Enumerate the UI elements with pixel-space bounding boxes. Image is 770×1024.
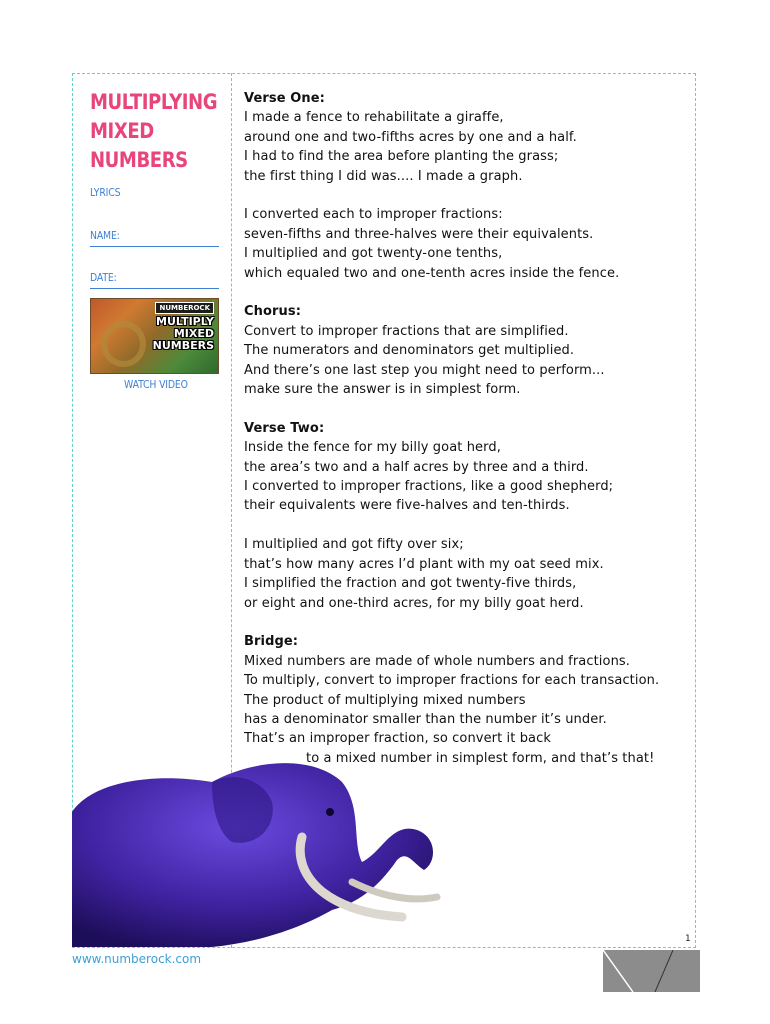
lyric-line: make sure the answer is in simplest form. — [244, 382, 521, 398]
road-graphic — [101, 321, 146, 367]
thumbnail-brand: NUMBEROCK — [155, 302, 214, 314]
thumbnail-title-line: MULTIPLY — [156, 315, 214, 328]
lyrics-body — [244, 89, 684, 788]
lyric-line: Inside the fence for my billy goat herd, — [244, 440, 501, 456]
watch-video-link[interactable]: WATCH VIDEO — [124, 378, 188, 391]
stanza-verse-two-b — [244, 535, 684, 613]
lyric-line: The numerators and denominators get multiplied. — [244, 343, 575, 359]
date-label: DATE: — [90, 271, 117, 284]
title-line: MIXED — [90, 119, 154, 143]
page-number: 1 — [685, 934, 691, 944]
worksheet-title — [90, 88, 218, 175]
lyric-line: to a mixed number in simplest form, and that’s that! — [306, 750, 655, 766]
website-link[interactable]: www.numberock.com — [72, 952, 202, 966]
elephant-illustration — [62, 752, 452, 952]
lyrics-label: LYRICS — [90, 186, 121, 199]
lyric-line: I converted each to improper fractions: — [244, 207, 503, 223]
lyric-line: I multiplied and got fifty over six; — [244, 537, 464, 553]
video-thumbnail[interactable] — [90, 298, 219, 374]
lyric-line: their equivalents were five-halves and ten-thirds. — [244, 498, 570, 514]
lyric-line: or eight and one-third acres, for my billy goat herd. — [244, 595, 584, 611]
lyric-line: that’s how many acres I’d plant with my oat seed mix. — [244, 556, 604, 572]
stanza-heading: Bridge: — [244, 634, 299, 650]
corner-graphic — [603, 950, 700, 992]
lyric-line: seven-fifths and three-halves were their equivalents. — [244, 226, 594, 242]
lyric-line: I made a fence to rehabilitate a giraffe, — [244, 110, 504, 126]
stanza-heading: Chorus: — [244, 304, 302, 320]
lyric-line: I multiplied and got twenty-one tenths, — [244, 246, 503, 262]
stanza-verse-one-b — [244, 205, 684, 283]
lyric-line: I had to find the area before planting the grass; — [244, 149, 559, 165]
lyric-line: To multiply, convert to improper fractions for each transaction. — [244, 673, 660, 689]
stanza-heading: Verse One: — [244, 91, 325, 106]
stanza-bridge — [244, 632, 684, 768]
lyric-line: the area’s two and a half acres by three and a third. — [244, 459, 589, 475]
thumbnail-title-line: MIXED — [173, 327, 214, 340]
title-line: NUMBERS — [90, 148, 188, 172]
stanza-verse-one — [244, 89, 684, 186]
name-label: NAME: — [90, 229, 120, 242]
lyric-line: which equaled two and one-tenth acres inside the fence. — [244, 265, 620, 281]
title-line: MULTIPLYING — [90, 90, 218, 114]
sidebar — [90, 88, 220, 391]
lyric-line: has a denominator smaller than the number it’s under. — [244, 711, 607, 727]
thumbnail-title-line: NUMBERS — [152, 339, 214, 352]
date-field[interactable] — [90, 288, 219, 289]
stanza-chorus — [244, 302, 684, 399]
lyric-line: I simplified the fraction and got twenty-five thirds, — [244, 576, 577, 592]
stanza-verse-two — [244, 419, 684, 516]
lyric-line: around one and two-fifths acres by one and a half. — [244, 129, 577, 145]
stanza-heading: Verse Two: — [244, 420, 325, 436]
lyric-line: Convert to improper fractions that are simplified. — [244, 323, 569, 339]
lyric-line: Mixed numbers are made of whole numbers and fractions. — [244, 653, 631, 669]
lyric-line: the first thing I did was.... I made a graph. — [244, 168, 523, 184]
name-field[interactable] — [90, 246, 219, 247]
lyric-line: And there’s one last step you might need to perform... — [244, 362, 605, 378]
lyric-line: That’s an improper fraction, so convert it back — [244, 731, 551, 747]
lyric-line: I converted to improper fractions, like a good shepherd; — [244, 479, 614, 495]
lyric-line: The product of multiplying mixed numbers — [244, 692, 526, 708]
thumbnail-title — [146, 316, 214, 352]
